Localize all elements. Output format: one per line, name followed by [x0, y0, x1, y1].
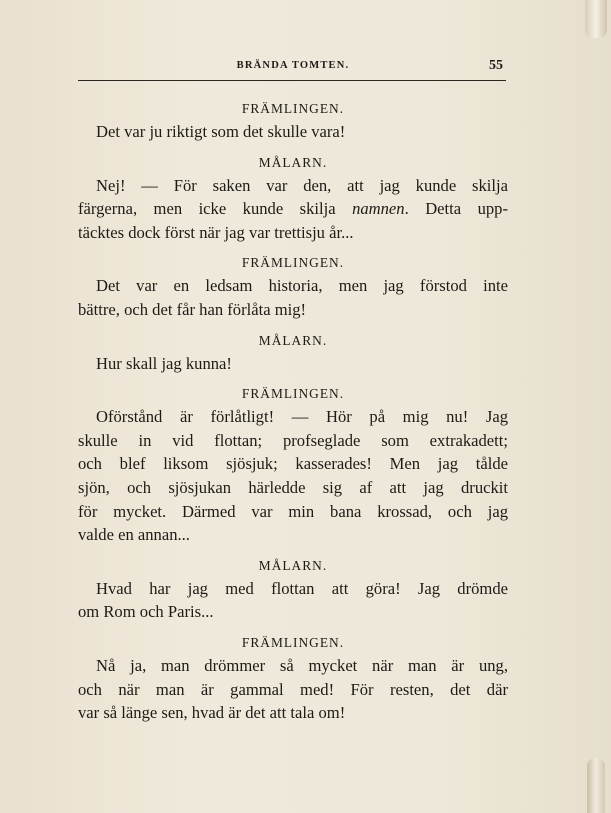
- text-line: var så länge sen, hvad är det att tala om!: [78, 703, 346, 723]
- page-tab-top: [585, 0, 607, 38]
- speaker-label: MÅLARN.: [258, 154, 328, 170]
- text-line: Hur skall jag kunna!: [96, 353, 232, 373]
- running-head: [80, 58, 506, 80]
- speaker-label: MÅLARN.: [258, 332, 328, 348]
- speaker-label: FRÄMLINGEN.: [241, 634, 345, 650]
- text-line: sjön, och sjösjukan härledde sig af att jag druckit: [78, 477, 508, 497]
- text-line: Nej! — För saken var den, att jag kunde skilja: [96, 175, 508, 195]
- page-tab-bottom: [587, 758, 605, 813]
- dialogue-text: [78, 98, 508, 725]
- text-line: färgerna, men icke kunde skilja namnen. Detta upp-: [78, 199, 508, 219]
- speaker-label: MÅLARN.: [258, 557, 328, 573]
- text-line: Hvad har jag med flottan att göra! Jag drömde: [96, 578, 508, 598]
- text-line: Det var ju riktigt som det skulle vara!: [96, 122, 346, 141]
- speaker-label: FRÄMLINGEN.: [241, 386, 345, 402]
- speaker-label: FRÄMLINGEN.: [241, 101, 345, 116]
- header-rule: [78, 80, 506, 81]
- running-head-title: BRÄNDA TOMTEN.: [236, 60, 350, 71]
- text-line: Det var en ledsam historia, men jag förstod inte: [96, 276, 508, 296]
- text-line: för mycket. Därmed var min bana krossad, och jag: [78, 501, 508, 521]
- text-line: och blef liksom sjösjuk; kasserades! Men jag tålde: [78, 454, 508, 474]
- text-line: bättre, och det får han förlåta mig!: [78, 299, 307, 319]
- text-line: och när man är gammal med! För resten, det där: [78, 679, 508, 699]
- text-line: Nå ja, man drömmer så mycket när man är ung,: [96, 655, 508, 675]
- text-line: täcktes dock först när jag var trettisju år...: [78, 222, 354, 242]
- page-number: 55: [489, 58, 503, 73]
- text-line: valde en annan...: [78, 525, 190, 545]
- text-line: om Rom och Paris...: [78, 602, 214, 622]
- text-line: Oförstånd är förlåtligt! — Hör på mig nu! Jag: [96, 407, 508, 427]
- text-line: skulle in vid flottan; profseglade som extrakadett;: [78, 430, 508, 450]
- speaker-label: FRÄMLINGEN.: [241, 255, 345, 271]
